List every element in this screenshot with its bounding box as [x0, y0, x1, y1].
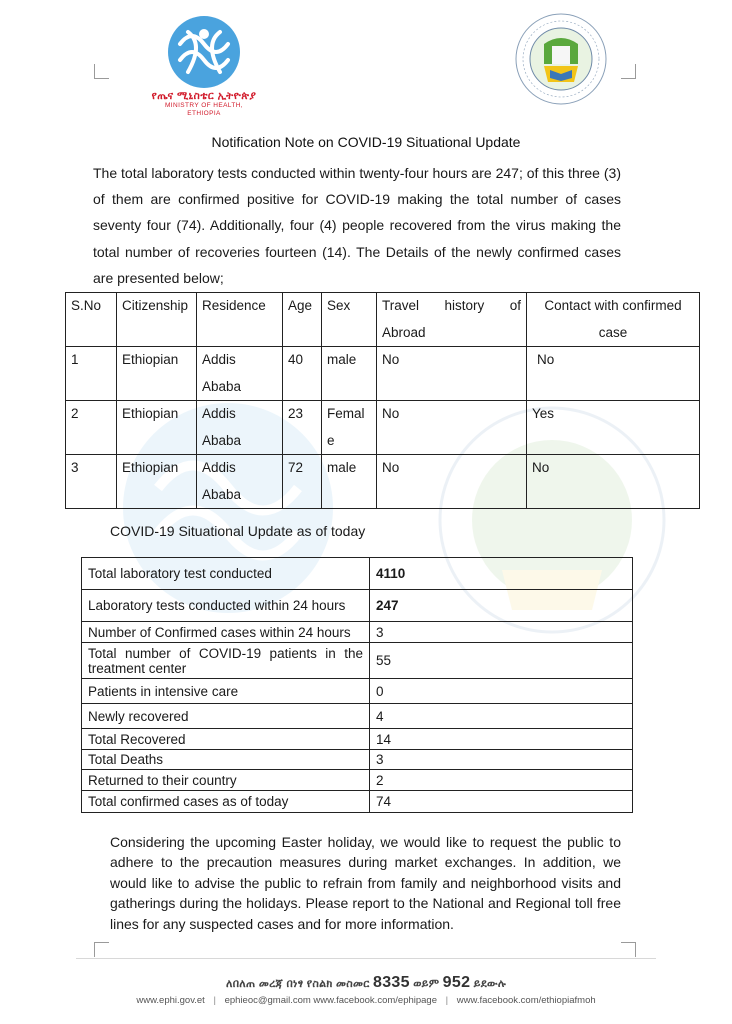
table-cell: Ethiopian: [117, 401, 197, 455]
intro-paragraph: The total laboratory tests conducted within twenty-four hours are 247; of this three (3) of them are confirmed positive for COVID-19 making the total number of cases seventy four (74). Additionally, four (4) people recovered from the virus making the total number of recoveries fourteen (14). The Details of the newly confirmed cases are presented below;: [93, 165, 621, 286]
table-row: [66, 401, 700, 455]
table-row: [66, 455, 700, 509]
stat-label: Total Deaths: [82, 750, 370, 770]
table-cell: 1: [66, 347, 117, 401]
header-cell: Age: [283, 293, 322, 347]
table-row: [82, 791, 633, 813]
table-cell: No: [377, 401, 527, 455]
stat-label: Total Recovered: [82, 729, 370, 750]
table-cell: 40: [283, 347, 322, 401]
table-row: [82, 729, 633, 750]
table-cell: No: [377, 347, 527, 401]
stat-value: 0: [370, 679, 633, 704]
table-cell: Female: [322, 401, 377, 455]
table-cell: Yes: [527, 401, 700, 455]
header-cell: Travel history of Abroad: [377, 293, 527, 347]
moh-logo-amharic: የጤና ሚኒስቴር ኢትዮጵያ: [151, 90, 257, 102]
header-cell: Contact with confirmed case: [527, 293, 700, 347]
stat-value: 247: [370, 590, 633, 622]
header-cell: Sex: [322, 293, 377, 347]
stat-label: Number of Confirmed cases within 24 hours: [82, 622, 370, 643]
header-cell: Residence: [197, 293, 283, 347]
footer-separator: |: [213, 995, 216, 1006]
footer-separator: |: [445, 995, 449, 1006]
new-cases-table: [65, 292, 700, 509]
table-cell: Addis Ababa: [197, 347, 283, 401]
footer-link-website[interactable]: www.ephi.gov.et: [136, 995, 205, 1006]
hotline-or: ወይም: [413, 978, 440, 990]
table-row: [82, 679, 633, 704]
table-row: [82, 622, 633, 643]
table-cell: Ethiopian: [117, 455, 197, 509]
table-cell: Addis Ababa: [197, 455, 283, 509]
frame-corner-top-right: [621, 64, 636, 79]
moh-logo: [148, 14, 260, 118]
frame-corner-top-left: [94, 64, 109, 79]
moh-emblem-icon: [166, 14, 242, 90]
table-row: [82, 704, 633, 729]
table-cell: 72: [283, 455, 322, 509]
hotline-suffix: ይደውሉ: [473, 978, 507, 990]
footer-link-email-facebook[interactable]: ephieoc@gmail.com www.facebook.com/ephipage: [224, 995, 438, 1006]
table-row: [82, 770, 633, 791]
stat-label: Total number of COVID-19 patients in the treatment center: [82, 643, 370, 679]
stat-value: 3: [370, 750, 633, 770]
table-cell: 2: [66, 401, 117, 455]
table-cell: male: [322, 455, 377, 509]
table-row: [82, 558, 633, 590]
stat-value: 55: [370, 643, 633, 679]
stat-label: Newly recovered: [82, 704, 370, 729]
table-cell: No: [527, 347, 700, 401]
stat-label: Total laboratory test conducted: [82, 558, 370, 590]
stat-value: 74: [370, 791, 633, 813]
ephi-seal-icon: [514, 12, 608, 106]
header-cell: Citizenship: [117, 293, 197, 347]
hotline-number-1: 8335: [373, 974, 410, 991]
table-header-row: [66, 293, 700, 347]
table-cell: Addis Ababa: [197, 401, 283, 455]
table-row: [66, 347, 700, 401]
frame-corner-bottom-right: [621, 942, 636, 957]
page-title: Notification Note on COVID-19 Situational Update: [211, 134, 521, 150]
table-cell: No: [527, 455, 700, 509]
table-row: [82, 750, 633, 770]
stat-value: 4110: [370, 558, 633, 590]
table-row: [82, 643, 633, 679]
hotline-prefix: ለበለጠ መረጃ በነፃ የስልክ መስመር: [225, 978, 370, 990]
table-cell: 23: [283, 401, 322, 455]
table-row: [82, 590, 633, 622]
closing-paragraph: Considering the upcoming Easter holiday, we would like to request the public to adhere to the precaution measures during market exchanges. In addition, we would like to advise the public to refrain from family and neighborhood visits and gatherings during the holidays. Please report to the National and Regional toll free lines for any suspected cases and for more information.: [110, 834, 621, 932]
frame-corner-bottom-left: [94, 942, 109, 957]
stat-value: 3: [370, 622, 633, 643]
stat-value: 14: [370, 729, 633, 750]
stat-label: Returned to their country: [82, 770, 370, 791]
footer-hotline: [0, 974, 732, 992]
footer-links: [0, 995, 732, 1006]
table-cell: Ethiopian: [117, 347, 197, 401]
footer-link-moh-facebook[interactable]: www.facebook.com/ethiopiafmoh: [456, 995, 596, 1006]
situational-stats-table: [81, 557, 633, 813]
table-cell: male: [322, 347, 377, 401]
stat-value: 2: [370, 770, 633, 791]
table-cell: No: [377, 455, 527, 509]
stat-label: Laboratory tests conducted within 24 hours: [82, 590, 370, 622]
hotline-number-2: 952: [442, 974, 471, 991]
footer-divider: [76, 958, 656, 959]
status-heading: COVID-19 Situational Update as of today: [110, 523, 366, 539]
header-cell: S.No: [66, 293, 117, 347]
moh-logo-english: MINISTRY OF HEALTH, ETHIOPIA: [164, 102, 244, 117]
table-cell: 3: [66, 455, 117, 509]
stat-label: Total confirmed cases as of today: [82, 791, 370, 813]
stat-value: 4: [370, 704, 633, 729]
stat-label: Patients in intensive care: [82, 679, 370, 704]
